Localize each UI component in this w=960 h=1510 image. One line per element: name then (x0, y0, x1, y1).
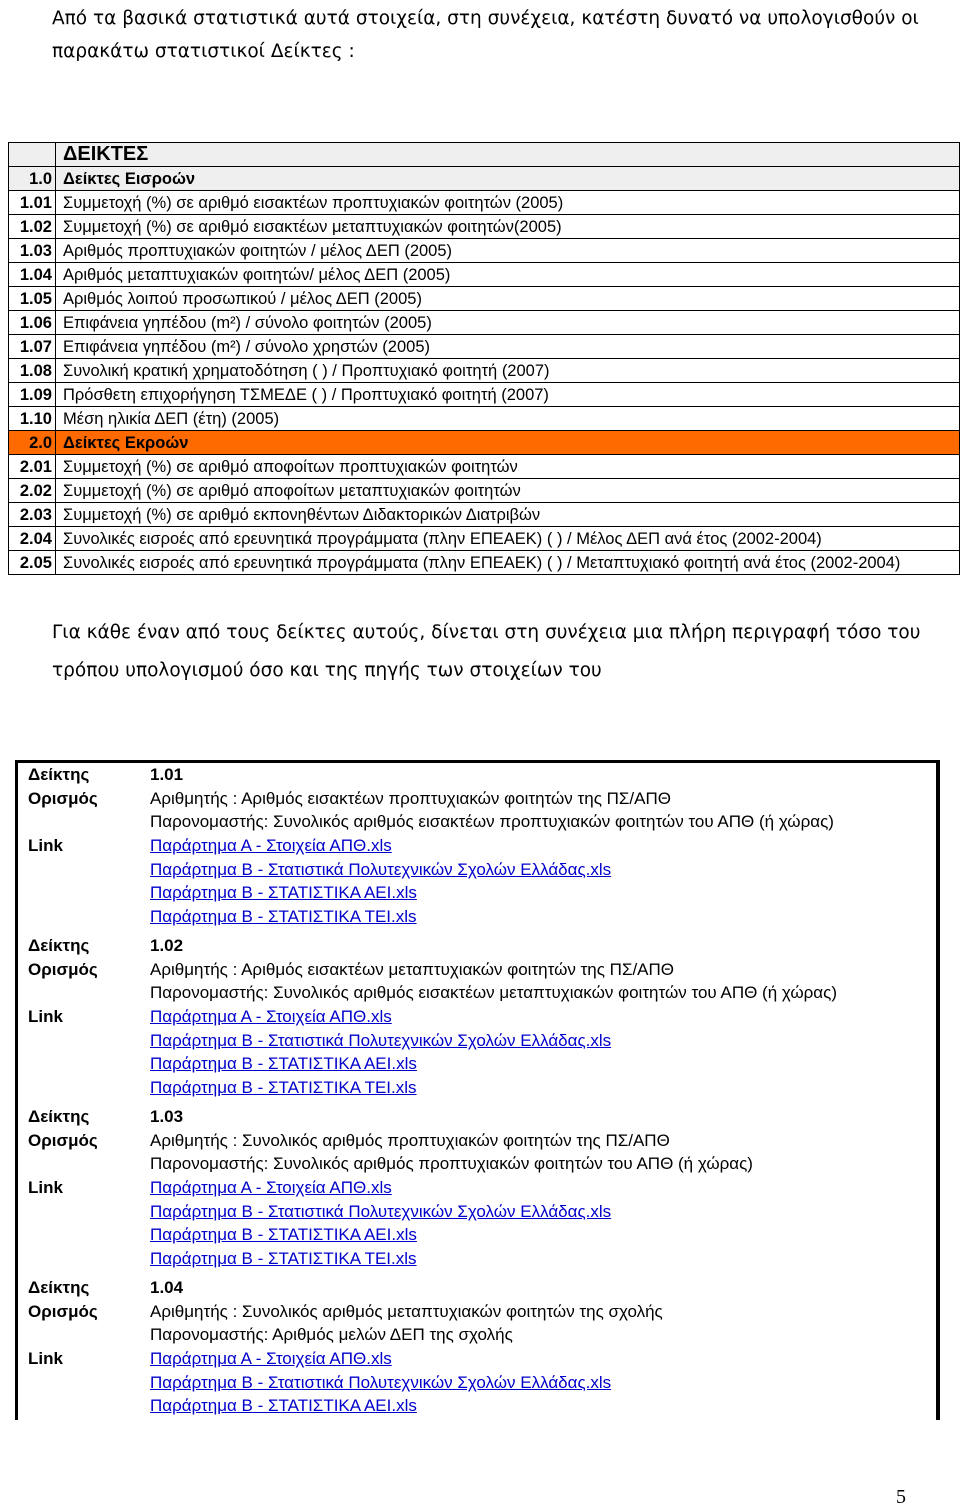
table-row (9, 287, 960, 311)
row-code: 1.10 (19, 409, 52, 428)
link-appendix-a[interactable]: Παράρτημα Α - Στοιχεία ΑΠΘ.xls (150, 1349, 392, 1369)
table-row (9, 335, 960, 359)
intro-text: Από τα βασικά στατιστικά αυτά στοιχεία, στη συνέχεια, κατέστη δυνατό να υπολογισθούν οι παρακάτω στατιστικοί Δείκτες : (52, 8, 919, 62)
page-number: 5 (896, 1486, 906, 1508)
row-text: Επιφάνεια γηπέδου (m²) / σύνολο φοιτητών (2005) (56, 311, 960, 335)
link-appendix-b-tei[interactable]: Παράρτημα Β - ΣΤΑΤΙΣΤΙΚΑ ΤΕΙ.xls (150, 907, 417, 927)
input-category-row (9, 167, 960, 191)
link-appendix-b-aei[interactable]: Παράρτημα Β - ΣΤΑΤΙΣΤΙΚΑ ΑΕΙ.xls (150, 1054, 417, 1074)
row-code: 2.01 (19, 457, 52, 476)
table-header: ΔΕΙΚΤΕΣ (56, 143, 960, 167)
row-text: Συνολικές εισροές από ερευνητικά προγράμματα (πλην ΕΠΕΑΕΚ) ( ) / Μεταπτυχιακό φοιτητή ανά έτος (2002-2004) (56, 551, 960, 575)
link-label: Link (28, 1349, 63, 1369)
indicator-block (18, 1276, 938, 1418)
indicator-code: 1.02 (150, 936, 184, 955)
row-text: Συνολική κρατική χρηματοδότηση ( ) / Προπτυχιακό φοιτητή (2007) (56, 359, 960, 383)
numerator-text: Αριθμητής : Αριθμός εισακτέων μεταπτυχιακών φοιτητών της ΠΣ/ΑΠΘ (150, 959, 675, 979)
row-text: Συμμετοχή (%) σε αριθμό αποφοίτων μεταπτυχιακών φοιτητών (56, 479, 960, 503)
row-code: 1.01 (19, 193, 52, 212)
indicator-block (18, 1105, 938, 1271)
row-text: Πρόσθετη επιχορήγηση ΤΣΜΕΔΕ ( ) / Προπτυχιακό φοιτητή (2007) (56, 383, 960, 407)
output-category-row (9, 431, 960, 455)
row-text: Μέση ηλικία ΔΕΠ (έτη) (2005) (56, 407, 960, 431)
link-appendix-a[interactable]: Παράρτημα Α - Στοιχεία ΑΠΘ.xls (150, 836, 392, 856)
indicator-label: Δείκτης (28, 936, 90, 955)
table-row (9, 263, 960, 287)
description-paragraph: Για κάθε έναν από τους δείκτες αυτούς, δίνεται στη συνέχεια μια πλήρη περιγραφή τόσο του τρόπου υπολογισμού όσο και της πηγής των στοιχείων του (52, 622, 921, 681)
link-appendix-b-aei[interactable]: Παράρτημα Β - ΣΤΑΤΙΣΤΙΚΑ ΑΕΙ.xls (150, 883, 417, 903)
link-appendix-a[interactable]: Παράρτημα Α - Στοιχεία ΑΠΘ.xls (150, 1178, 392, 1198)
row-text: Συμμετοχή (%) σε αριθμό αποφοίτων προπτυχιακών φοιτητών (56, 455, 960, 479)
link-appendix-b-tei[interactable]: Παράρτημα Β - ΣΤΑΤΙΣΤΙΚΑ ΤΕΙ.xls (150, 1078, 417, 1098)
row-code: 1.02 (19, 217, 52, 236)
row-code: 2.03 (19, 505, 52, 524)
indicator-code: 1.01 (150, 765, 184, 784)
indicator-code: 1.04 (150, 1278, 184, 1297)
row-code: 2.04 (19, 529, 52, 548)
link-appendix-b-polytechnic[interactable]: Παράρτημα Β - Στατιστικά Πολυτεχνικών Σχολών Ελλάδας.xls (150, 1372, 612, 1392)
indicator-label: Δείκτης (28, 1278, 90, 1297)
link-label: Link (28, 1178, 63, 1198)
definition-label: Ορισμός (28, 788, 98, 808)
link-appendix-b-polytechnic[interactable]: Παράρτημα Β - Στατιστικά Πολυτεχνικών Σχολών Ελλάδας.xls (150, 1201, 612, 1221)
link-appendix-b-polytechnic[interactable]: Παράρτημα Β - Στατιστικά Πολυτεχνικών Σχολών Ελλάδας.xls (150, 859, 612, 879)
table-row (9, 551, 960, 575)
definition-label: Ορισμός (28, 1130, 98, 1150)
indicator-block (18, 934, 938, 1100)
input-category-title: Δείκτες Εισροών (56, 167, 960, 191)
numerator-text: Αριθμητής : Αριθμός εισακτέων προπτυχιακών φοιτητών της ΠΣ/ΑΠΘ (150, 788, 671, 808)
link-appendix-b-polytechnic[interactable]: Παράρτημα Β - Στατιστικά Πολυτεχνικών Σχολών Ελλάδας.xls (150, 1030, 612, 1050)
indicator-code: 1.03 (150, 1107, 184, 1126)
link-appendix-b-aei[interactable]: Παράρτημα Β - ΣΤΑΤΙΣΤΙΚΑ ΑΕΙ.xls (150, 1225, 417, 1245)
indicator-label: Δείκτης (28, 765, 90, 784)
table-row (9, 407, 960, 431)
table-row (9, 527, 960, 551)
row-code: 1.07 (19, 337, 52, 356)
denominator-text: Παρονομαστής: Συνολικός αριθμός εισακτέων προπτυχιακών φοιτητών του ΑΠΘ (ή χώρας) (150, 812, 834, 832)
row-code: 1.04 (19, 265, 52, 284)
row-text: Συμμετοχή (%) σε αριθμό εισακτέων μεταπτυχιακών φοιτητών(2005) (56, 215, 960, 239)
denominator-text: Παρονομαστής: Αριθμός μελών ΔΕΠ της σχολής (150, 1325, 513, 1345)
row-text: Επιφάνεια γηπέδου (m²) / σύνολο χρηστών (2005) (56, 335, 960, 359)
row-text: Συμμετοχή (%) σε αριθμό εισακτέων προπτυχιακών φοιτητών (2005) (56, 191, 960, 215)
indicators-table (8, 142, 960, 575)
row-code: 1.09 (19, 385, 52, 404)
table-row (9, 503, 960, 527)
numerator-text: Αριθμητής : Συνολικός αριθμός προπτυχιακών φοιτητών της ΠΣ/ΑΠΘ (150, 1130, 670, 1150)
table-header-row (9, 143, 960, 167)
table-row (9, 239, 960, 263)
indicator-label: Δείκτης (28, 1107, 90, 1126)
denominator-text: Παρονομαστής: Συνολικός αριθμός εισακτέων μεταπτυχιακών φοιτητών του ΑΠΘ (ή χώρας) (150, 983, 837, 1003)
numerator-text: Αριθμητής : Συνολικός αριθμός μεταπτυχιακών φοιτητών της σχολής (150, 1301, 663, 1321)
definition-label: Ορισμός (28, 1301, 98, 1321)
link-label: Link (28, 1007, 63, 1027)
row-text: Συνολικές εισροές από ερευνητικά προγράμματα (πλην ΕΠΕΑΕΚ) ( ) / Μέλος ΔΕΠ ανά έτος (2002-2004) (56, 527, 960, 551)
output-category-title: Δείκτες Εκροών (56, 431, 960, 455)
output-category-code: 2.0 (29, 433, 52, 452)
row-text: Αριθμός λοιπού προσωπικού / μέλος ΔΕΠ (2005) (56, 287, 960, 311)
link-appendix-a[interactable]: Παράρτημα Α - Στοιχεία ΑΠΘ.xls (150, 1007, 392, 1027)
row-code: 1.08 (19, 361, 52, 380)
row-text: Αριθμός προπτυχιακών φοιτητών / μέλος ΔΕΠ (2005) (56, 239, 960, 263)
row-code: 2.05 (19, 553, 52, 572)
row-text: Αριθμός μεταπτυχιακών φοιτητών/ μέλος ΔΕΠ (2005) (56, 263, 960, 287)
row-code: 1.06 (19, 313, 52, 332)
row-code: 2.02 (19, 481, 52, 500)
input-category-code: 1.0 (29, 169, 52, 188)
table-row (9, 479, 960, 503)
denominator-text: Παρονομαστής: Συνολικός αριθμός προπτυχιακών φοιτητών του ΑΠΘ (ή χώρας) (150, 1154, 753, 1174)
definition-label: Ορισμός (28, 959, 98, 979)
row-text: Συμμετοχή (%) σε αριθμό εκπονηθέντων Διδακτορικών Διατριβών (56, 503, 960, 527)
table-row (9, 359, 960, 383)
table-row (9, 191, 960, 215)
indicator-block (18, 763, 938, 929)
row-code: 1.03 (19, 241, 52, 260)
table-row (9, 215, 960, 239)
link-appendix-b-tei[interactable]: Παράρτημα Β - ΣΤΑΤΙΣΤΙΚΑ ΤΕΙ.xls (150, 1249, 417, 1269)
table-row (9, 311, 960, 335)
link-appendix-b-aei[interactable]: Παράρτημα Β - ΣΤΑΤΙΣΤΙΚΑ ΑΕΙ.xls (150, 1396, 417, 1416)
link-label: Link (28, 836, 63, 856)
table-row (9, 383, 960, 407)
row-code: 1.05 (19, 289, 52, 308)
table-row (9, 455, 960, 479)
